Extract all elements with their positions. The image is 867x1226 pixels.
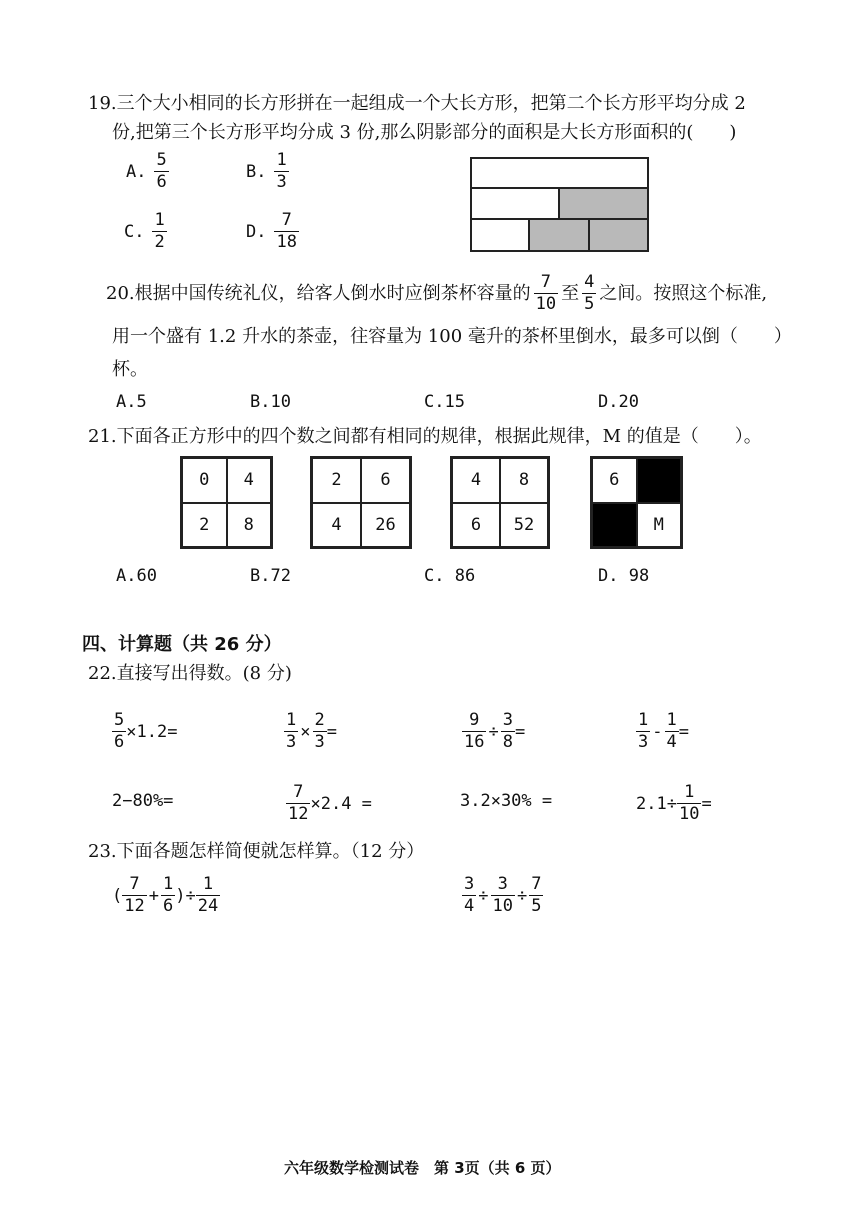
q20-option-a[interactable]: A.5: [116, 392, 147, 412]
grid-cell-black: [592, 503, 637, 548]
grid-cell-black: [637, 458, 682, 503]
q21-option-a[interactable]: A.60: [116, 566, 157, 586]
q19-option-d[interactable]: D. $\frac{7}{18}$: [246, 210, 297, 252]
q20-option-c[interactable]: C.15: [424, 392, 465, 412]
q19-option-a[interactable]: A. $\frac{5}{6}$: [126, 150, 167, 192]
grid-cell: 8: [500, 458, 548, 503]
q21-grid-4: [590, 456, 683, 549]
q19-option-b[interactable]: B. $\frac{1}{3}$: [246, 150, 287, 192]
q21-option-d[interactable]: D. 98: [598, 566, 650, 586]
section-title: 四、计算题（共 26 分）: [82, 634, 282, 655]
rect-row-3-shaded-2: [588, 218, 649, 252]
q21-option-c[interactable]: C. 86: [424, 566, 476, 586]
grid-cell: 4: [312, 503, 361, 548]
q22-expr-6: $\frac{7}{12}$ ×2.4 =: [288, 782, 372, 824]
rect-row-3-left: [470, 218, 530, 252]
grid-cell: 2: [312, 458, 361, 503]
q22-expr-2: $\frac{1}{3}$ × $\frac{2}{3}$ =: [286, 710, 337, 752]
q22-expr-1: $\frac{5}{6}$ ×1.2=: [114, 710, 178, 752]
grid-cell: 6: [361, 458, 410, 503]
q21-grid-3: [450, 456, 550, 549]
grid-cell: 26: [361, 503, 410, 548]
q20-option-b[interactable]: B.10: [250, 392, 291, 412]
q19-line1: 19.三个大小相同的长方形拼在一起组成一个大长方形，把第二个长方形平均分成 2: [88, 93, 746, 114]
q22-expr-5: 2−80%=: [112, 791, 174, 811]
grid-cell: 4: [452, 458, 500, 503]
q21-text: 21.下面各正方形中的四个数之间都有相同的规律，根据此规律，M 的值是（ ）。: [88, 426, 762, 447]
rect-row-2-left: [470, 187, 560, 220]
grid-cell: 8: [227, 503, 272, 548]
q20-line1: 20.根据中国传统礼仪，给客人倒水时应倒茶杯容量的 $\frac{7}{10}$ 至 $\frac{4}{5}$ 之间。按照这个标准,: [106, 272, 768, 314]
q23-expr-2: $\frac{3}{4}$ ÷ $\frac{3}{10}$ ÷ $\frac{7}{5}$: [464, 874, 542, 916]
q20-line3: 杯。: [112, 359, 148, 380]
rect-row-3-shaded-1: [528, 218, 590, 252]
grid-cell: 6: [592, 458, 637, 503]
q19-option-c[interactable]: C. $\frac{1}{2}$: [124, 210, 165, 252]
q19-line2: 份,把第三个长方形平均分成 3 份,那么阴影部分的面积是大长方形面积的( ): [112, 122, 737, 143]
q22-expr-3: $\frac{9}{16}$ ÷ $\frac{3}{8}$ =: [464, 710, 526, 752]
grid-cell: M: [637, 503, 682, 548]
grid-cell: 0: [182, 458, 227, 503]
q22-expr-4: $\frac{1}{3}$ - $\frac{1}{4}$ =: [638, 710, 689, 752]
grid-cell: 6: [452, 503, 500, 548]
grid-cell: 4: [227, 458, 272, 503]
q20-line2: 用一个盛有 1.2 升水的茶壶，往容量为 100 毫升的茶杯里倒水，最多可以倒（ ）: [112, 326, 792, 347]
q21-option-b[interactable]: B.72: [250, 566, 291, 586]
page-footer: 六年级数学检测试卷 第 3页（共 6 页）: [284, 1159, 561, 1177]
q21-grid-1: [180, 456, 273, 549]
q22-title: 22.直接写出得数。(8 分): [88, 663, 292, 684]
grid-cell: 52: [500, 503, 548, 548]
q23-title: 23.下面各题怎样简便就怎样算。（12 分）: [88, 841, 425, 862]
q22-expr-8: 2.1÷ $\frac{1}{10}$ =: [636, 782, 712, 824]
q20-option-d[interactable]: D.20: [598, 392, 639, 412]
rect-row-1: [470, 157, 649, 189]
q21-grid-2: [310, 456, 412, 549]
q22-expr-7: 3.2×30% =: [460, 791, 553, 811]
rect-row-2-shaded: [558, 187, 649, 220]
q23-expr-1: ( $\frac{7}{12}$ + $\frac{1}{6}$ )÷ $\frac{1}{24}$: [112, 874, 219, 916]
grid-cell: 2: [182, 503, 227, 548]
